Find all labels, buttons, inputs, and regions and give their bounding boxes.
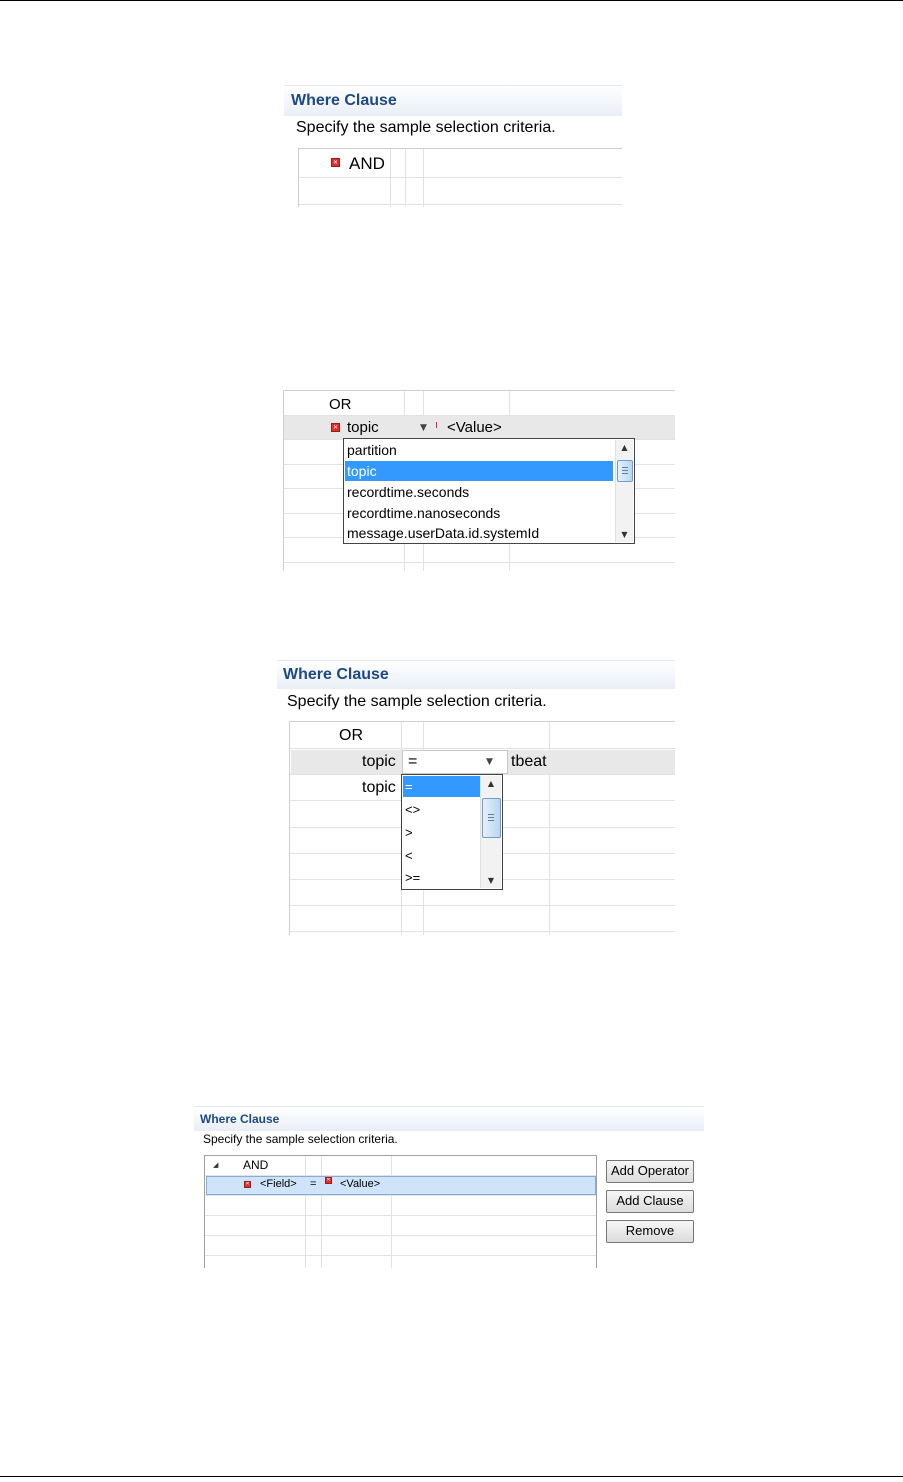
dropdown-option[interactable]: recordtime.nanoseconds: [347, 505, 501, 521]
value-cell-text: tbeat: [511, 753, 547, 770]
value-cell[interactable]: <Value>: [447, 419, 502, 436]
tree-row-clause[interactable]: [284, 416, 675, 439]
field-cell[interactable]: topic: [362, 779, 396, 796]
scroll-thumb[interactable]: [482, 798, 501, 838]
field-dropdown-panel: [283, 390, 675, 571]
scroll-up-icon[interactable]: ▲: [487, 779, 495, 788]
remove-button[interactable]: Remove: [606, 1220, 694, 1243]
page-top-rule: [0, 0, 903, 1]
tree-row-clause-selected[interactable]: [206, 1176, 596, 1195]
error-x-icon: ✕: [245, 1181, 250, 1187]
section-description: Specify the sample selection criteria.: [287, 693, 547, 710]
scroll-down-icon[interactable]: ▼: [621, 530, 628, 539]
operator-dropdown-list[interactable]: [401, 774, 503, 890]
dropdown-option[interactable]: partition: [347, 442, 397, 458]
operator-label: AND: [349, 154, 385, 173]
where-clause-tree[interactable]: [298, 148, 622, 207]
section-description: Specify the sample selection criteria.: [203, 1132, 398, 1146]
operator-cell[interactable]: =: [310, 1178, 317, 1190]
dropdown-option[interactable]: <>: [405, 802, 421, 817]
where-clause-panel-1: [284, 85, 622, 207]
error-x-icon: ✕: [326, 1177, 331, 1183]
chevron-down-icon[interactable]: ▼: [420, 423, 427, 433]
where-clause-panel-3: [277, 660, 675, 935]
where-clause-panel-4: [194, 1106, 704, 1268]
dropdown-option[interactable]: recordtime.seconds: [347, 484, 470, 500]
field-cell[interactable]: <Field>: [260, 1178, 297, 1190]
scroll-down-icon[interactable]: ▼: [487, 876, 495, 885]
scroll-thumb[interactable]: [617, 460, 633, 482]
operator-combo-value: =: [408, 753, 418, 770]
dropdown-option[interactable]: >=: [405, 870, 421, 885]
error-x-icon: ✕: [332, 424, 339, 431]
dropdown-option[interactable]: message.userData.id.systemId: [347, 525, 540, 541]
add-clause-button[interactable]: Add Clause: [606, 1190, 694, 1213]
dropdown-scrollbar[interactable]: [480, 776, 501, 888]
error-x-icon: ✕: [332, 159, 339, 166]
operator-cell-truncated: [436, 422, 437, 428]
section-title: Where Clause: [291, 92, 397, 109]
tree-row-and[interactable]: [205, 1156, 596, 1175]
dropdown-option-selected[interactable]: topic: [345, 461, 613, 481]
operator-label: AND: [243, 1158, 269, 1172]
tree-row-clause[interactable]: [291, 750, 675, 774]
section-title: Where Clause: [200, 1112, 280, 1126]
tree-row-or[interactable]: [284, 391, 675, 415]
section-title: Where Clause: [283, 666, 389, 683]
where-clause-tree[interactable]: [204, 1155, 597, 1268]
operator-label: OR: [339, 727, 363, 744]
field-cell[interactable]: topic: [362, 753, 396, 770]
operator-combo[interactable]: [402, 750, 508, 774]
dropdown-scrollbar[interactable]: [615, 440, 633, 542]
value-cell[interactable]: <Value>: [340, 1178, 381, 1190]
page-bottom-rule: [0, 1476, 903, 1477]
dropdown-option[interactable]: <: [405, 848, 413, 863]
tree-row-and[interactable]: [299, 149, 622, 177]
dropdown-option[interactable]: >: [405, 825, 413, 840]
tree-expand-icon[interactable]: ◢: [213, 1161, 219, 1169]
scroll-up-icon[interactable]: ▲: [621, 443, 628, 452]
add-operator-button[interactable]: Add Operator: [606, 1160, 694, 1183]
value-cell[interactable]: [511, 753, 547, 771]
tree-row-or[interactable]: [290, 722, 675, 748]
dropdown-option-selected[interactable]: =: [403, 776, 480, 797]
field-cell[interactable]: topic: [347, 419, 379, 436]
chevron-down-icon[interactable]: ▼: [486, 757, 493, 767]
operator-label: OR: [329, 396, 352, 413]
field-dropdown-list[interactable]: [343, 438, 635, 544]
section-description: Specify the sample selection criteria.: [296, 119, 556, 136]
